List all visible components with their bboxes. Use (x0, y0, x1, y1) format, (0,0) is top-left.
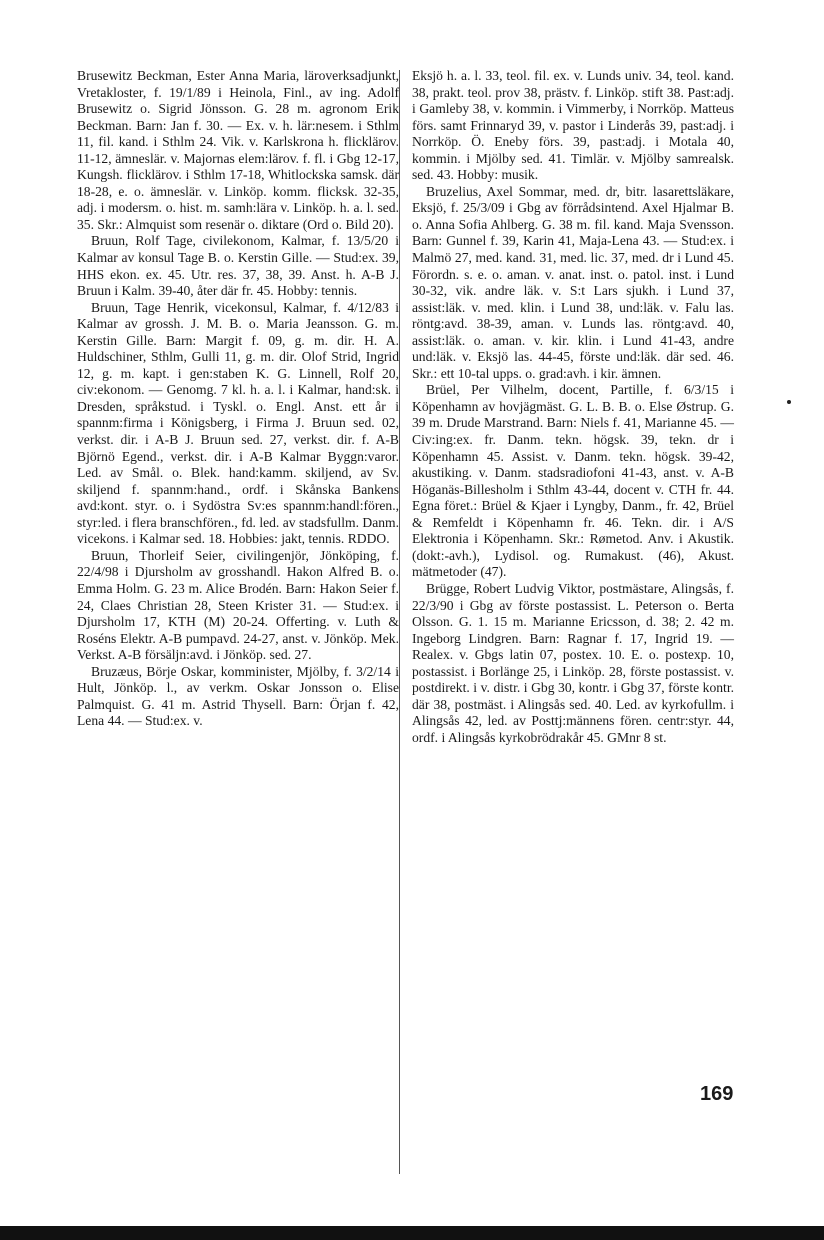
entry-name: Brusewitz Beckman, Ester (77, 68, 225, 83)
entry (412, 581, 734, 746)
scan-edge-bar (0, 1226, 824, 1240)
entry-name: Bruun, Thorleif (91, 547, 184, 563)
entry (77, 233, 399, 299)
entry-continuation (412, 68, 734, 184)
entry (412, 184, 734, 383)
left-column (77, 68, 399, 730)
right-column (412, 68, 734, 746)
entry (77, 68, 399, 233)
margin-mark (787, 400, 791, 404)
entry (412, 382, 734, 581)
entry-name: Brügge, Robert (426, 580, 511, 596)
entry-text: Axel Sommar, med. dr, bitr. lasarettsläkare, Eksjö, f. 25/3/09 i Gbg av förrådsintend. Axel Hjalmar B. o. Anna Sofia Ahlberg. G. 38 m. fil. kand. Maja Svensson. Barn: Gunnel f. 39, Karin 41, Maja-Lena 43. — Stud:ex. i Malmö 27, med. kand. 31, med. lic. 37, med. dr i Lund 45. Förordn. s. e. o. aman. v. anat. inst. o. patol. inst. i Lund 30-32, vik. andre läk. v. S:t Lars sjukh. i Lund 37, assist:läk. v. med. klin. i Lund 38, und:läk. v. Falu las. röntg:avd. 38-39, aman. v. Lunds las. röntg:avd. 40, assist:läk. o. aman. v. kir. klin. i Lund 41-43, andre und:läk. v. Eksjö las. 44-45, förste und:läk. där sed. 46. Skr.: ett 10-tal upps. o. grad:avh. i kir. ämnen. (412, 183, 734, 381)
entry (77, 664, 399, 730)
entry (77, 548, 399, 664)
entry-name: Bruzelius, (426, 183, 482, 199)
entry-text: Henrik, vicekonsul, Kalmar, f. 4/12/83 i Kalmar av grossh. J. M. B. o. Maria Jeansson. G. m. Kerstin Gille. Barn: Margit f. 09, g. m. dir. H. A. Huldschiner, Sthlm, Gulli 11, g. m. dir. Olof Strid, Ingrid 12, g. m. kapt. i gen:staben K. G. Linnell, Rolf 20, civ:ekonom. — Genomg. 7 kl. h. a. l. i Kalmar, hand:sk. i Dresden, språkstud. i Tyskl. o. Engl. Anst. ett år i spannm:firma i Königsberg, i Firma J. Bruun sed. 02, verkst. dir. i A-B J. Bruun sed. 27, verkst. dir. f. A-B Björnö Egend., verkst. dir. i A-B Kalmar Byggn:varor. Led. av Smål. o. Blek. hand:kamm. skiljend, av Sv. skiljend f. spannm:hand., ordf. i Skånska Bankens avd:kont. styr. o. i Sydöstra Sv:es spannm:handl:fören., styr:led. i flera branschfören., fd. led. av stadsfullm. Danm. vicekons. i Kalmar sed. 18. Hobbies: jakt, tennis. RDDO. (77, 299, 400, 547)
entry-text: Eksjö h. a. l. 33, teol. fil. ex. v. Lunds univ. 34, teol. kand. 38, prakt. teol. prov 38, prästv. f. Linköp. stift 38. Past:adj. i Gamleby 38, v. kommin. i Vimmerby, i Norrköp. Matteus förs. samt Frinnaryd 39, v. pastor i Linderås 39, past:adj. i Norrköp. Ö. Eneby förs. 39, past:adj. i Motala 40, kommin. i Mjölby sed. 41. Timlär. v. Mjölby samrealsk. sed. 43. Hobby: musik. (412, 68, 734, 183)
entry-text: Vilhelm, docent, Partille, f. 6/3/15 i Köpenhamn av hovjägmäst. G. L. B. B. o. Else Østrup. G. 39 m. Drude Marstrand. Barn: Niels f. 41, Marianne 45. — Civ:ing:ex. fr. Danm. tekn. högsk. 39, tekn. dr i Köpenhamn 45. Assist. v. Danm. tekn. högsk. 39-42, akustiking. v. Danm. stadsradiofoni 41-43, anst. v. A-B Höganäs-Billesholm i Sthlm 43-44, docent v. CTH fr. 44. Egna föret.: Brüel & Kjaer i Lyngby, Danm., fr. 42, Brüel & Remfeldt i Köpenhamn fr. 46. Tekn. dir. i A/S Elektronia i Köpenhamn. Skr.: Rømetod. Anv. i Akustik. (dokt:-avh.), Lydisol. og. Rumakust. (46), Akust. mätmetoder (47). (412, 382, 735, 580)
entry-name: Bruun, Rolf (91, 233, 160, 249)
column-divider (399, 70, 400, 1174)
entry-name: Bruun, Tage (91, 299, 161, 315)
page-number: 169 (700, 1083, 734, 1105)
entry-text: Anna Maria, läroverksadjunkt, Vretakloster, f. 19/1/89 i Heinola, Finl., av ing. Adolf Brusewitz o. Sigrid Jönsson. G. 28 m. agronom Erik Beckman. Barn: Jan f. 30. — Ex. v. h. lär:nesem. i Sthlm 11, fil. kand. i Sthlm 24. Vik. v. Karlskrona h. flicklärov. 11-12, ämneslär. v. Majornas elem:lärov. f. fl. i Gbg 12-17, Kungsh. flicklärov. i Sthlm 17-18, Whitlockska samsk. där 18-28, e. o. ämneslär. v. Linköp. komm. flicksk. 32-35, adj. i modersm. o. hist. m. samh:lära v. Linköp. h. a. l. sed. 35. Skr.: Almquist som resenär o. diktare (Ord o. Bild 20). (77, 68, 399, 232)
entry-text: Oskar, komminister, Mjölby, f. 3/2/14 i Hult, Jönköp. l., av verkm. Oskar Jonsson o. Elise Palmquist. G. 41 m. Astrid Thysell. Barn: Örjan f. 42, Lena 44. — Stud:ex. v. (77, 663, 400, 729)
entry (77, 300, 399, 548)
entry-text: Ludvig Viktor, postmästare, Alingsås, f. 22/3/90 i Gbg av förste postassist. L. Peterson o. Berta Olsson. G. 1. 15 m. Marianne Ericsson, d. 38; 2. 42 m. Ingeborg Lindgren. Barn: Ragnar f. 17, Ingrid 19. — Realex. v. Gbgs latin 07, postex. 10. E. o. postexp. 10, postassist. i Borlänge 25, i Linköp. 28, förste postassist. v. postdirekt. i v. distr. i Gbg 30, kontr. i Gbg 37, förste kontr. där 38, postmäst. i Alingsås sed. 40. Led. av kyrkofullm. i Alingsås 42, led. av Posttj:männens fören. centr:styr. 44, ordf. i Alingsås kyrkobrödrakår 45. GMnr 8 st. (412, 580, 734, 745)
entry-name: Bruzæus, Börje (91, 663, 177, 679)
entry-name: Brüel, Per (426, 382, 490, 398)
entry-text: Seier, civilingenjör, Jönköping, f. 22/4/98 i Djursholm av grosshandl. Hakon Alfred B. o. Emma Holm. G. 23 m. Alice Brodén. Barn: Hakon Seier f. 24, Claes Christian 28, Steen Krister 31. — Stud:ex. i Djursholm 17, KTH (M) 20-24. Offerting. v. Luth & Roséns Elektr. A-B pumpavd. 24-27, anst. v. Jönköp. Mek. Verkst. A-B försäljn:avd. i Jönköp. sed. 27. (77, 547, 399, 663)
entry-text: Tage, civilekonom, Kalmar, f. 13/5/20 i Kalmar av konsul Tage B. o. Kerstin Gille. — Stud:ex. 39, HHS ekon. ex. 45. Utr. res. 37, 38, 39. Anst. h. A-B J. Bruun i Kalm. 39-40, åter där fr. 45. Hobby: tennis. (77, 233, 399, 299)
